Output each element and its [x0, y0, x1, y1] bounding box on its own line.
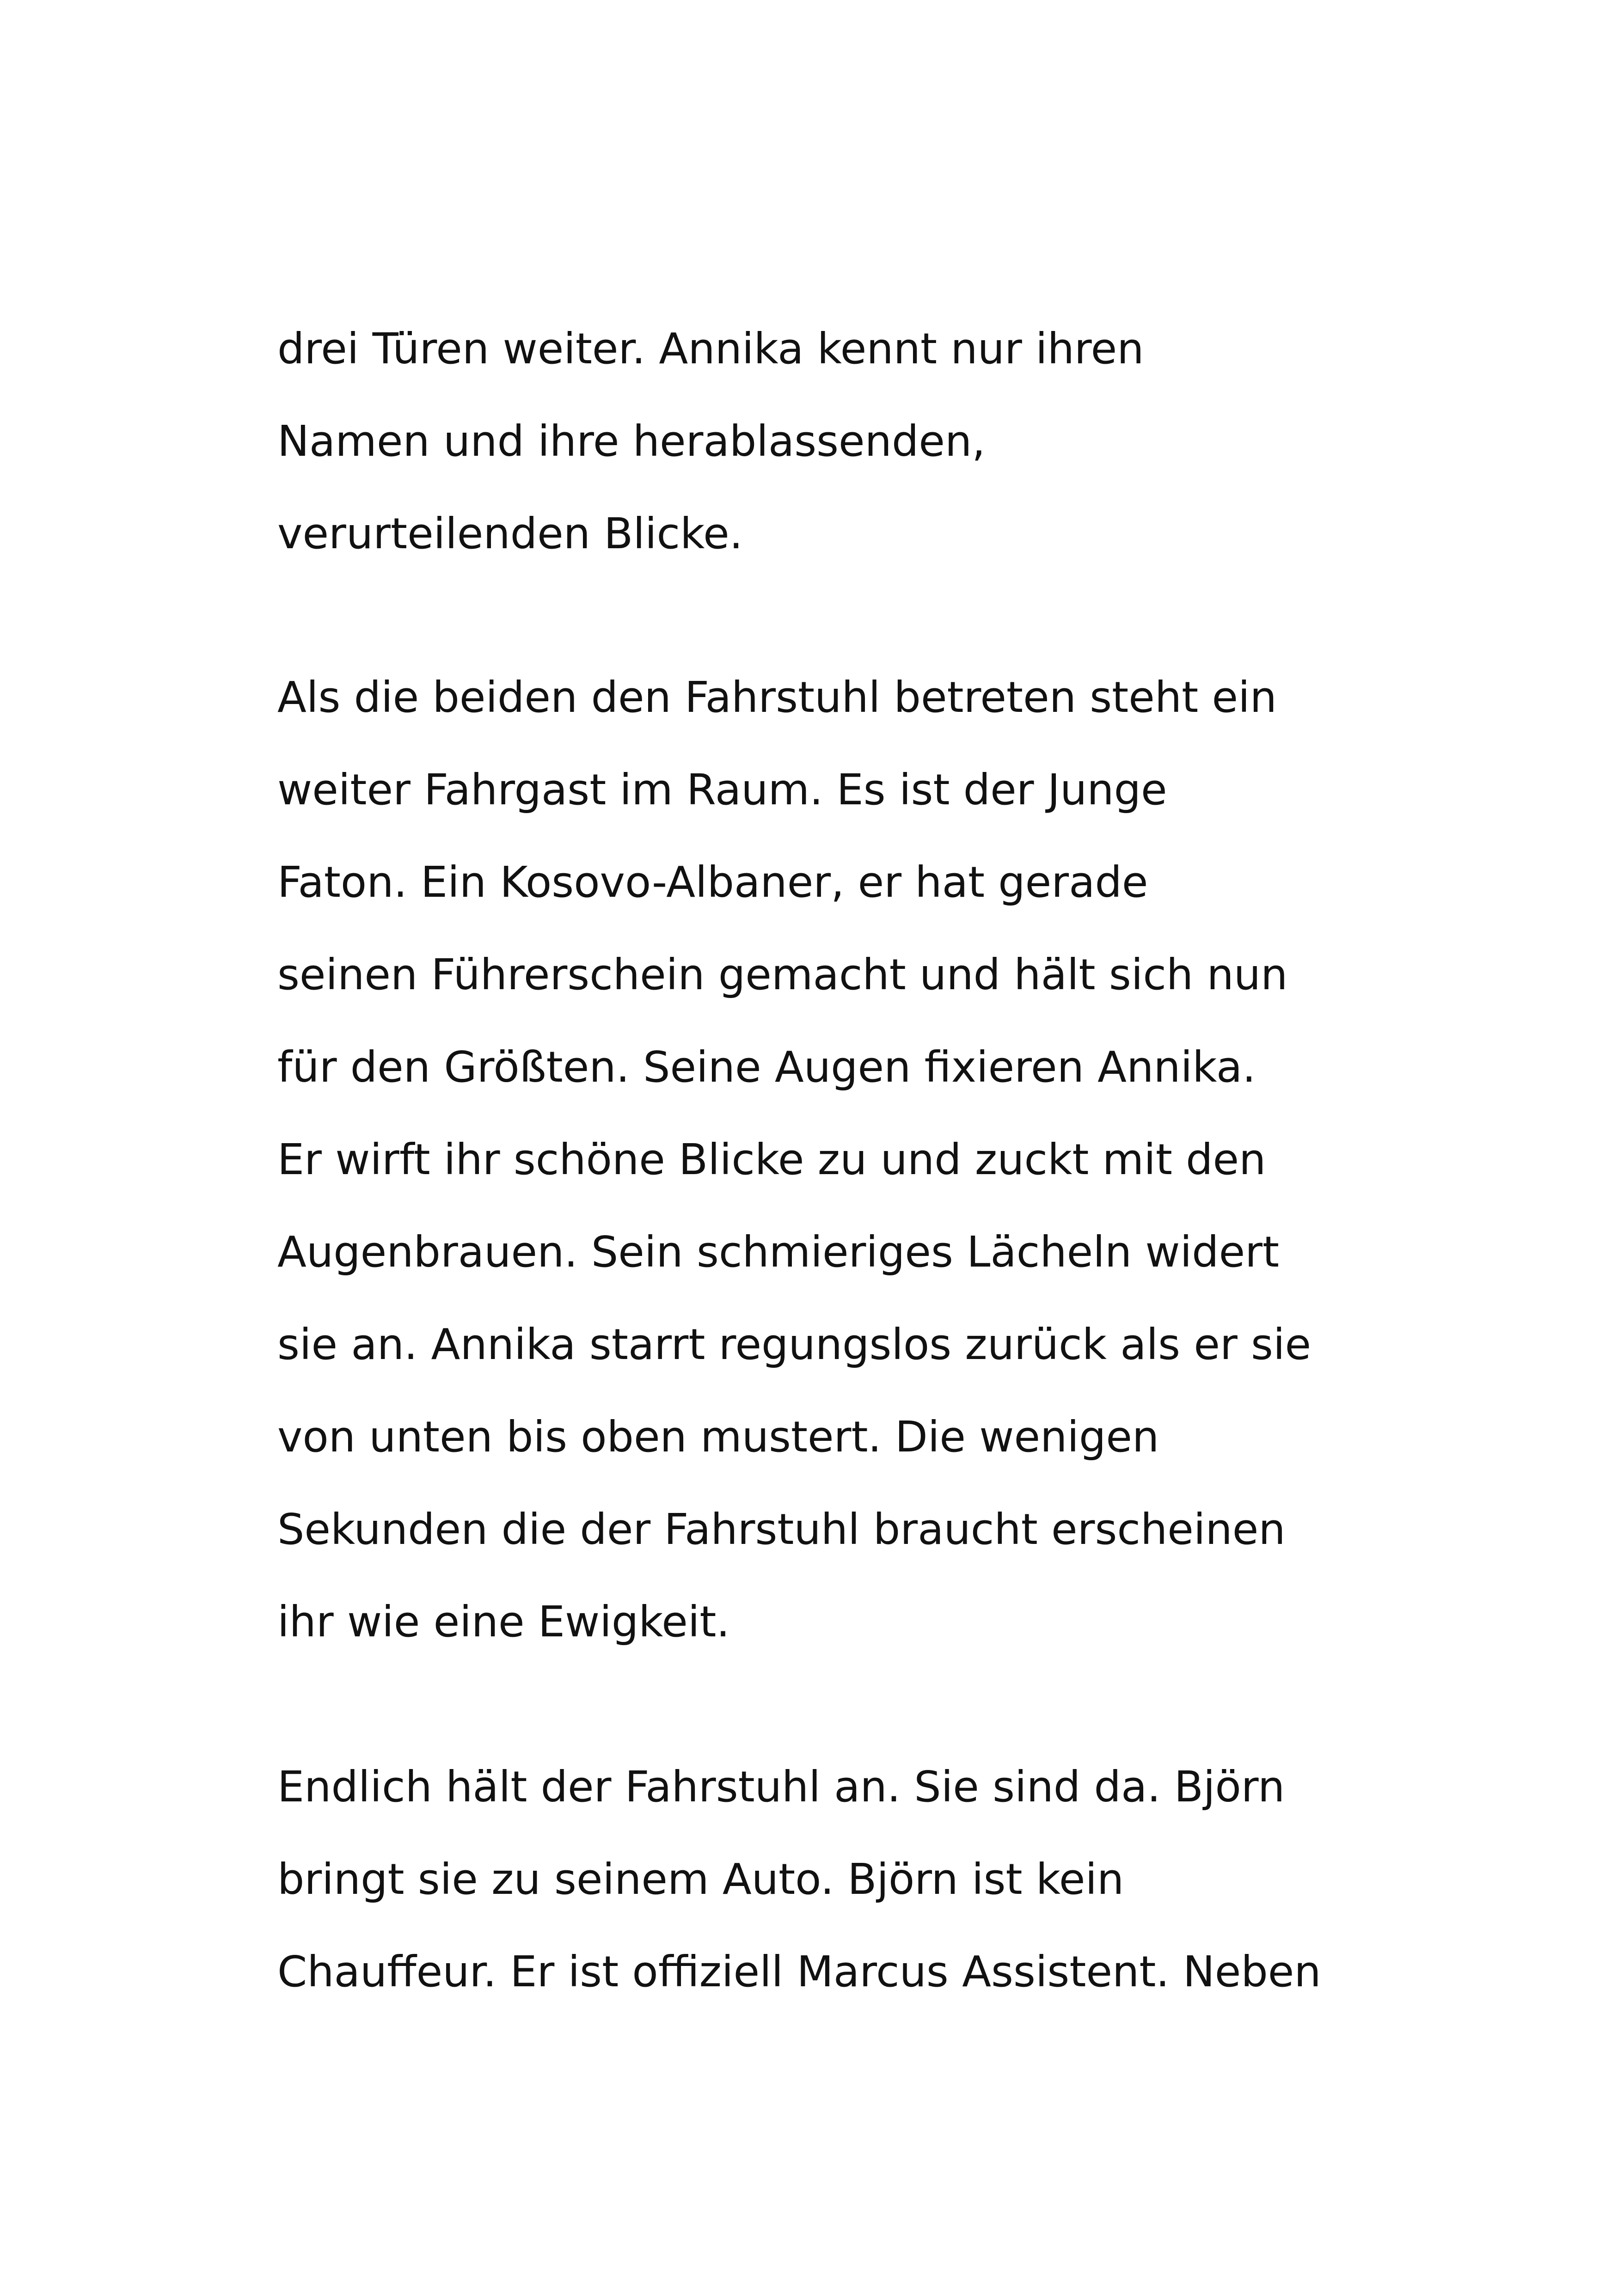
text-line: weiter Fahrgast im Raum. Es ist der Junge [277, 765, 1167, 814]
text-line: drei Türen weiter. Annika kennt nur ihren [277, 324, 1144, 373]
text-line: verurteilenden Blicke. [277, 509, 743, 558]
text-line: seinen Führerschein gemacht und hält sich nun [277, 950, 1288, 999]
text-line: bringt sie zu seinem Auto. Björn ist kein [277, 1855, 1124, 1904]
text-line: Chauffeur. Er ist offiziell Marcus Assistent. Neben [277, 1947, 1321, 1996]
text-line: Endlich hält der Fahrstuhl an. Sie sind da. Björn [277, 1762, 1285, 1812]
text-line: Augenbrauen. Sein schmieriges Lächeln widert [277, 1227, 1280, 1277]
text-line: Namen und ihre herablassenden, [277, 416, 986, 466]
paragraph-2 [277, 651, 1387, 1668]
text-line: für den Größten. Seine Augen fixieren Annika. [277, 1042, 1256, 1092]
paragraph-3 [277, 1741, 1387, 2018]
text-line: von unten bis oben mustert. Die wenigen [277, 1412, 1159, 1462]
text-line: ihr wie eine Ewigkeit. [277, 1597, 730, 1647]
text-line: Er wirft ihr schöne Blicke zu und zuckt mit den [277, 1135, 1266, 1184]
text-line: Faton. Ein Kosovo-Albaner, er hat gerade [277, 857, 1148, 907]
text-line: Als die beiden den Fahrstuhl betreten steht ein [277, 673, 1277, 722]
paragraph-1 [277, 303, 1387, 580]
text-line: Sekunden die der Fahrstuhl braucht erscheinen [277, 1505, 1286, 1554]
text-line: sie an. Annika starrt regungslos zurück als er sie [277, 1320, 1312, 1369]
